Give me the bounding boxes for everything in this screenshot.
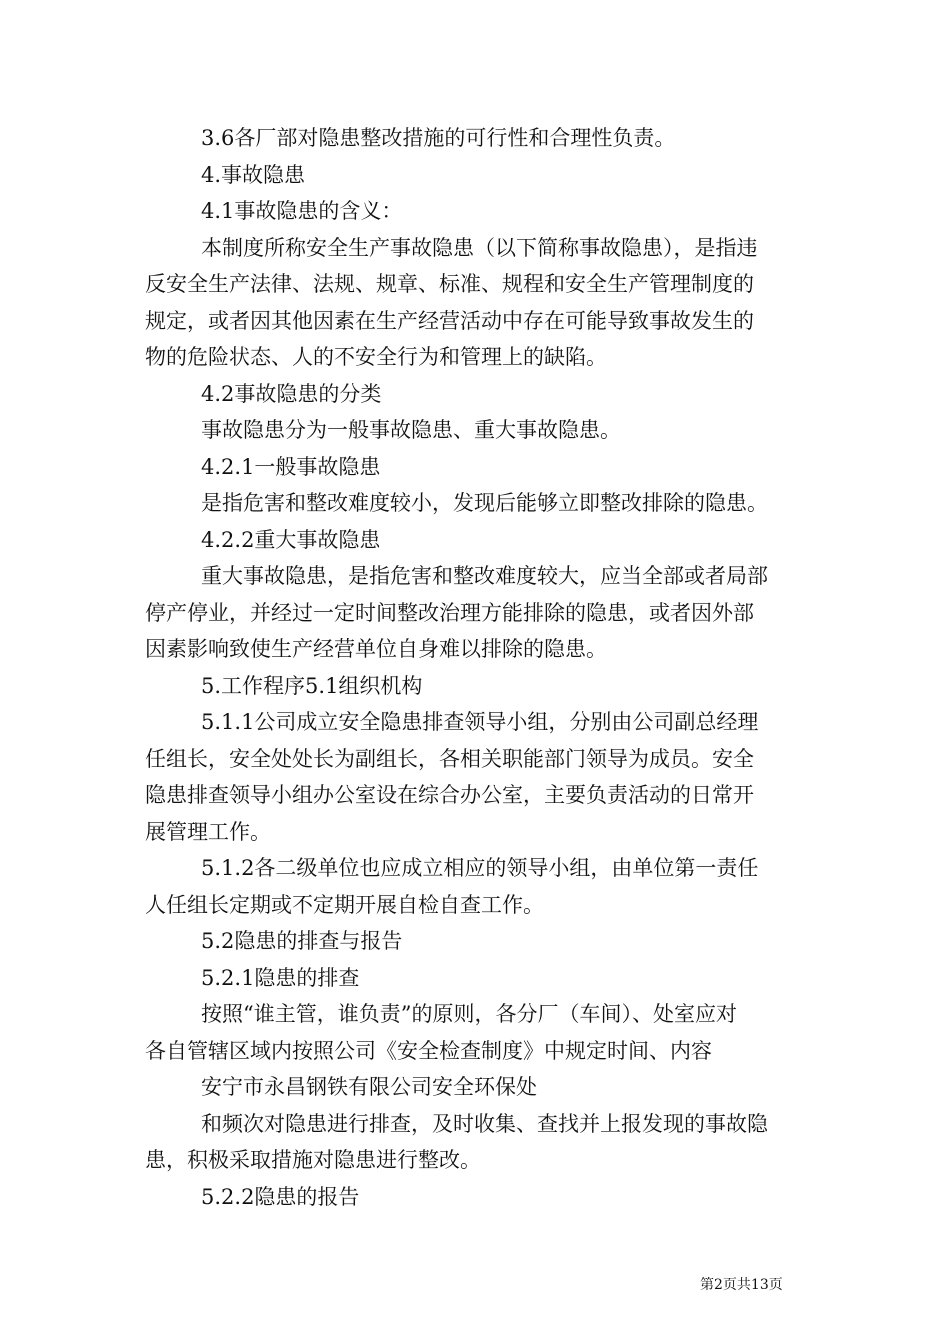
paragraph-line: 5.1.2各二级单位也应成立相应的领导小组，由单位第一责任 [201, 856, 759, 880]
paragraph-line: 反安全生产法律、法规、规章、标准、规程和安全生产管理制度的 [145, 272, 754, 296]
paragraph-line: 事故隐患分为一般事故隐患、重大事故隐患。 [201, 418, 621, 442]
subsection-heading: 5.2.1隐患的排查 [201, 965, 360, 990]
page-number: 第2页共13页 [700, 1277, 783, 1293]
paragraph-line: 人任组长定期或不定期开展自检自查工作。 [145, 892, 544, 917]
document-body [145, 120, 810, 1215]
paragraph-line: 患，积极采取措施对隐患进行整改。 [145, 1148, 481, 1172]
subsection-heading: 4.1事故隐患的含义： [201, 199, 403, 223]
paragraph-line: 隐患排查领导小组办公室设在综合办公室，主要负责活动的日常开 [145, 783, 754, 807]
paragraph-line: 本制度所称安全生产事故隐患（以下简称事故隐患），是指违 [201, 235, 758, 260]
paragraph-line: 展管理工作。 [145, 819, 271, 844]
paragraph-line: 和频次对隐患进行排查，及时收集、查找并上报发现的事故隐 [201, 1111, 768, 1136]
paragraph-line: 因素影响致使生产经营单位自身难以排除的隐患。 [145, 637, 607, 661]
subsection-heading: 4.2事故隐患的分类 [201, 381, 382, 406]
paragraph-line: 停产停业，并经过一定时间整改治理方能排除的隐患，或者因外部 [145, 600, 754, 625]
paragraph-line: 5.1.1公司成立安全隐患排查领导小组，分别由公司副总经理 [201, 710, 759, 734]
paragraph-line: 是指危害和整改难度较小，发现后能够立即整改排除的隐患。 [201, 491, 768, 515]
subsection-heading: 5.2.2隐患的报告 [201, 1184, 360, 1209]
subsection-heading: 5.2隐患的排查与报告 [201, 929, 403, 953]
paragraph-line: 按照“谁主管，谁负责”的原则，各分厂（车间）、处室应对 [201, 1002, 737, 1026]
paragraph-line: 任组长，安全处处长为副组长，各相关职能部门领导为成员。安全 [145, 746, 754, 771]
paragraph-line: 3.6各厂部对隐患整改措施的可行性和合理性负责。 [201, 126, 676, 150]
paragraph-line: 重大事故隐患，是指危害和整改难度较大，应当全部或者局部 [201, 564, 768, 588]
paragraph-line: 各自管辖区域内按照公司《安全检查制度》中规定时间、内容 [145, 1038, 712, 1063]
paragraph-line: 规定，或者因其他因素在生产经营活动中存在可能导致事故发生的 [145, 308, 754, 333]
organization-line: 安宁市永昌钢铁有限公司安全环保处 [201, 1075, 537, 1099]
subsection-heading: 4.2.2重大事故隐患 [201, 527, 381, 552]
section-heading: 5.工作程序5.1组织机构 [201, 673, 423, 698]
paragraph-line: 物的危险状态、人的不安全行为和管理上的缺陷。 [145, 345, 607, 369]
section-heading: 4.事故隐患 [201, 162, 306, 187]
subsection-heading: 4.2.1一般事故隐患 [201, 454, 381, 479]
